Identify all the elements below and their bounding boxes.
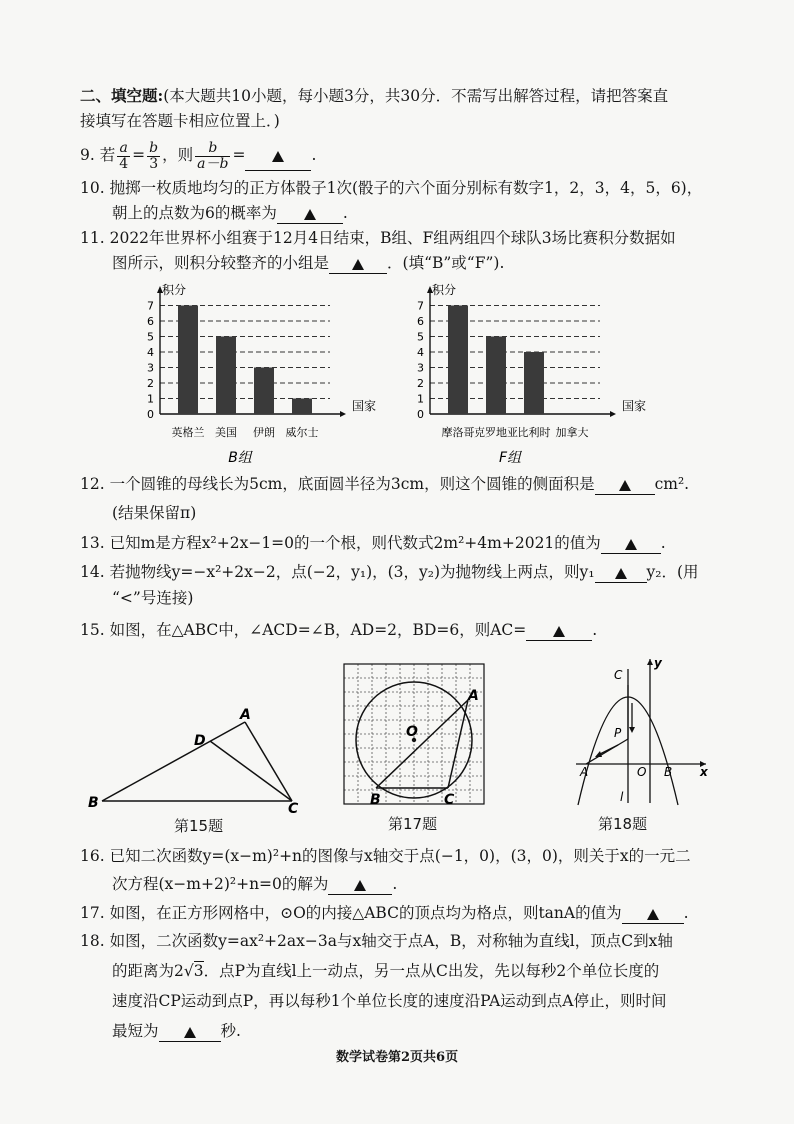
answer-blank[interactable] xyxy=(601,533,661,554)
category-label: 比利时 xyxy=(517,426,551,439)
y-tick-label: 3 xyxy=(147,361,154,375)
category-label: 伊朗 xyxy=(253,426,275,439)
answer-blank[interactable] xyxy=(622,903,684,924)
y-tick-label: 1 xyxy=(147,392,154,406)
label-o: O xyxy=(637,765,647,779)
label-a: A xyxy=(468,688,479,704)
label-p: P xyxy=(614,726,622,740)
y-tick-label: 4 xyxy=(417,346,424,359)
triangle-marker-icon xyxy=(615,568,627,579)
unit: cm² xyxy=(654,475,685,493)
question-number: 9. xyxy=(80,146,95,164)
section-header xyxy=(80,86,668,106)
category-label: 加拿大 xyxy=(555,426,589,439)
triangle-marker-icon xyxy=(625,539,637,550)
y-tick-label: 5 xyxy=(417,330,424,344)
answer-blank[interactable] xyxy=(595,474,655,495)
question-16-line-2: 次方程(x−m+2)²+n=0的解为 . xyxy=(112,875,398,893)
question-number: 13. xyxy=(80,534,105,552)
q12-line-2: (结果保留π) xyxy=(112,504,197,522)
answer-blank[interactable] xyxy=(277,203,343,224)
q18-line-3: 速度沿CP运动到点P，再以每秒1个单位长度的速度沿PA运动到点A停止，则时间 xyxy=(112,992,667,1010)
triangle-marker-icon xyxy=(272,151,284,162)
q9-text-2: ，则 xyxy=(162,146,194,164)
y-tick-label: 4 xyxy=(147,346,154,359)
fraction-b-over-3: $\frac{b}{3}$ xyxy=(149,139,159,172)
arrow-down-head-icon xyxy=(629,727,635,733)
answer-blank[interactable] xyxy=(329,253,387,274)
question-11-line-2: 图所示，则积分较整齐的小组是 ．(填“B”或“F”). xyxy=(112,254,505,272)
y-tick-label: 6 xyxy=(417,315,424,328)
category-label: 克罗地亚 xyxy=(474,426,518,439)
answer-blank[interactable] xyxy=(526,620,592,641)
question-15: 15. 如图，在△ABC中，∠ACD=∠B，AD=2，BD=6，则AC= . xyxy=(80,621,598,639)
triangle-marker-icon xyxy=(352,259,364,270)
label-o: O xyxy=(406,724,418,740)
y-axis-arrow-icon xyxy=(647,659,653,665)
bar xyxy=(254,368,274,415)
y-tick-label: 5 xyxy=(147,330,154,344)
chart-title: F组 xyxy=(498,450,522,466)
arrow-left-head-icon xyxy=(595,751,602,757)
answer-blank[interactable] xyxy=(159,1021,221,1042)
y-tick-label: 3 xyxy=(417,361,424,375)
y-tick-label: 7 xyxy=(147,299,154,313)
q12-line-1: 一个圆锥的母线长为5cm，底面圆半径为3cm，则这个圆锥的侧面积是 xyxy=(109,475,595,493)
q9-text-1: 若 xyxy=(99,146,116,164)
y-tick-label: 6 xyxy=(147,315,154,328)
bar xyxy=(486,337,506,415)
sqrt-radicand: 3 xyxy=(193,962,204,980)
q11-line-1: 2022年世界杯小组赛于12月4日结束，B组、F组两组四个球队3场比赛积分数据如 xyxy=(109,229,676,247)
figure-15-triangle xyxy=(80,705,310,815)
label-x: x xyxy=(700,765,708,779)
bar xyxy=(216,337,236,415)
segment-dc xyxy=(210,741,292,801)
q17-line-1: 如图，在正方形网格中，⊙O的内接△ABC的顶点均为格点，则tanA的值为 xyxy=(109,904,622,922)
chart-group-f xyxy=(400,280,660,470)
label-b: B xyxy=(370,792,381,808)
y-tick-label: 2 xyxy=(417,377,424,390)
x-axis-label: 国家 xyxy=(622,399,647,413)
question-18 xyxy=(80,931,673,951)
figure-17-grid-circle xyxy=(340,660,490,810)
triangle-marker-icon xyxy=(354,880,366,891)
section-instruction-1: (本大题共10小题，每小题3分，共30分．不需写出解答过程，请把答案直 xyxy=(163,87,669,105)
y-axis-label: 积分 xyxy=(162,283,187,297)
bar xyxy=(178,306,198,415)
x-axis-label: 国家 xyxy=(352,399,377,413)
q16-line-1: 已知二次函数y=(x−m)²+n的图像与x轴交于点(−1，0)，(3，0)，则关于x的一元二 xyxy=(109,847,691,865)
y-tick-label: 0 xyxy=(147,408,154,421)
question-number: 10. xyxy=(80,179,105,197)
segment-ba xyxy=(102,722,245,801)
triangle-marker-icon xyxy=(304,209,316,220)
label-c: C xyxy=(444,792,455,808)
bar xyxy=(524,352,544,414)
answer-blank[interactable] xyxy=(245,140,311,171)
triangle-marker-icon xyxy=(184,1027,196,1038)
answer-blank[interactable] xyxy=(328,874,392,895)
label-c: C xyxy=(288,801,299,815)
label-a: A xyxy=(240,707,251,723)
q14-line-2: “<”号连接) xyxy=(112,589,194,607)
section-instruction-2: 接填写在答题卡相应位置上．) xyxy=(80,112,280,130)
fraction-a-over-4: $\frac{a}{4}$ xyxy=(119,139,129,172)
chart-title: B组 xyxy=(228,450,252,466)
question-number: 15. xyxy=(80,621,105,639)
q15-line-1: 如图，在△ABC中，∠ACD=∠B，AD=2，BD=6，则AC= xyxy=(109,621,527,639)
category-label: 威尔士 xyxy=(285,426,319,439)
question-10-line-2: 朝上的点数为6的概率为 . xyxy=(112,204,348,222)
y-axis-label: 积分 xyxy=(432,283,457,297)
question-number: 11. xyxy=(80,229,105,247)
question-9: 9. 若 $\frac{a}{4}$ = $\frac{b}{3}$ ，则 $\frac{b}{a-b}$ = . xyxy=(80,139,317,172)
bar xyxy=(448,306,468,415)
q14-line-1: 若抛物线y=−x²+2x−2，点(−2，y₁)，(3，y₂)为抛物线上两点，则y₁ xyxy=(109,563,595,581)
triangle-marker-icon xyxy=(553,626,565,637)
label-b: B xyxy=(664,765,673,779)
question-12: 12. 一个圆锥的母线长为5cm，底面圆半径为3cm，则这个圆锥的侧面积是 cm². xyxy=(80,475,690,493)
question-13: 13. 已知m是方程x²+2x−1=0的一个根，则代数式2m²+4m+2021的值为 . xyxy=(80,534,666,552)
bar xyxy=(292,399,312,415)
label-y: y xyxy=(654,656,662,670)
question-18-line-4: 最短为 秒. xyxy=(112,1022,241,1040)
triangle-marker-icon xyxy=(647,909,659,920)
y-tick-label: 2 xyxy=(147,377,154,390)
question-14: 14. 若抛物线y=−x²+2x−2，点(−2，y₁)，(3，y₂)为抛物线上两点，则y₁ y₂．(用 xyxy=(80,563,699,581)
figure-18-parabola xyxy=(568,655,718,807)
x-axis-arrow-icon xyxy=(610,411,616,417)
caption-fig18: 第18题 xyxy=(598,815,648,833)
answer-blank[interactable] xyxy=(595,562,647,583)
x-axis-arrow-icon xyxy=(340,411,346,417)
question-number: 14. xyxy=(80,563,105,581)
segment-ac xyxy=(245,722,292,801)
q10-line-1: 抛掷一枚质地均匀的正方体骰子1次(骰子的六个面分别标有数字1，2，3，4，5，6)， xyxy=(109,179,703,197)
question-number: 16. xyxy=(80,847,105,865)
question-number: 18. xyxy=(80,932,105,950)
sqrt-symbol-icon: √ xyxy=(183,962,194,980)
question-10 xyxy=(80,178,702,198)
category-label: 美国 xyxy=(215,426,237,439)
arrow-left xyxy=(598,745,618,755)
label-b: B xyxy=(88,795,99,811)
question-number: 17. xyxy=(80,904,105,922)
question-16 xyxy=(80,846,691,866)
label-d: D xyxy=(194,733,206,749)
segment-ac xyxy=(448,700,468,788)
question-number: 12. xyxy=(80,475,105,493)
page-footer: 数学试卷第2页共6页 xyxy=(336,1050,459,1065)
section-heading: 二、填空题: xyxy=(80,86,164,105)
y-tick-label: 0 xyxy=(417,408,424,421)
caption-fig15: 第15题 xyxy=(174,817,224,835)
y-tick-label: 7 xyxy=(417,299,424,313)
chart-group-b xyxy=(130,280,390,470)
question-11 xyxy=(80,228,676,248)
label-l: l xyxy=(620,790,624,804)
question-18-line-2: 的距离为2√3．点P为直线l上一动点，另一点从C出发，先以每秒2个单位长度的 xyxy=(112,962,660,980)
category-label: 英格兰 xyxy=(171,426,205,439)
y-tick-label: 1 xyxy=(417,392,424,406)
fraction-b-over-a-minus-b: $\frac{b}{a-b}$ xyxy=(197,139,229,172)
q13-line-1: 已知m是方程x²+2x−1=0的一个根，则代数式2m²+4m+2021的值为 xyxy=(109,534,601,552)
q18-line-1: 如图，二次函数y=ax²+2ax−3a与x轴交于点A，B，对称轴为直线l，顶点C到x轴 xyxy=(109,932,673,950)
label-c: C xyxy=(614,668,623,682)
triangle-marker-icon xyxy=(619,480,631,491)
caption-fig17: 第17题 xyxy=(388,815,438,833)
segment-ba xyxy=(376,700,468,788)
category-label: 摩洛哥 xyxy=(441,426,475,439)
label-a: A xyxy=(580,765,589,779)
question-17: 17. 如图，在正方形网格中，⊙O的内接△ABC的顶点均为格点，则tanA的值为 . xyxy=(80,904,689,922)
